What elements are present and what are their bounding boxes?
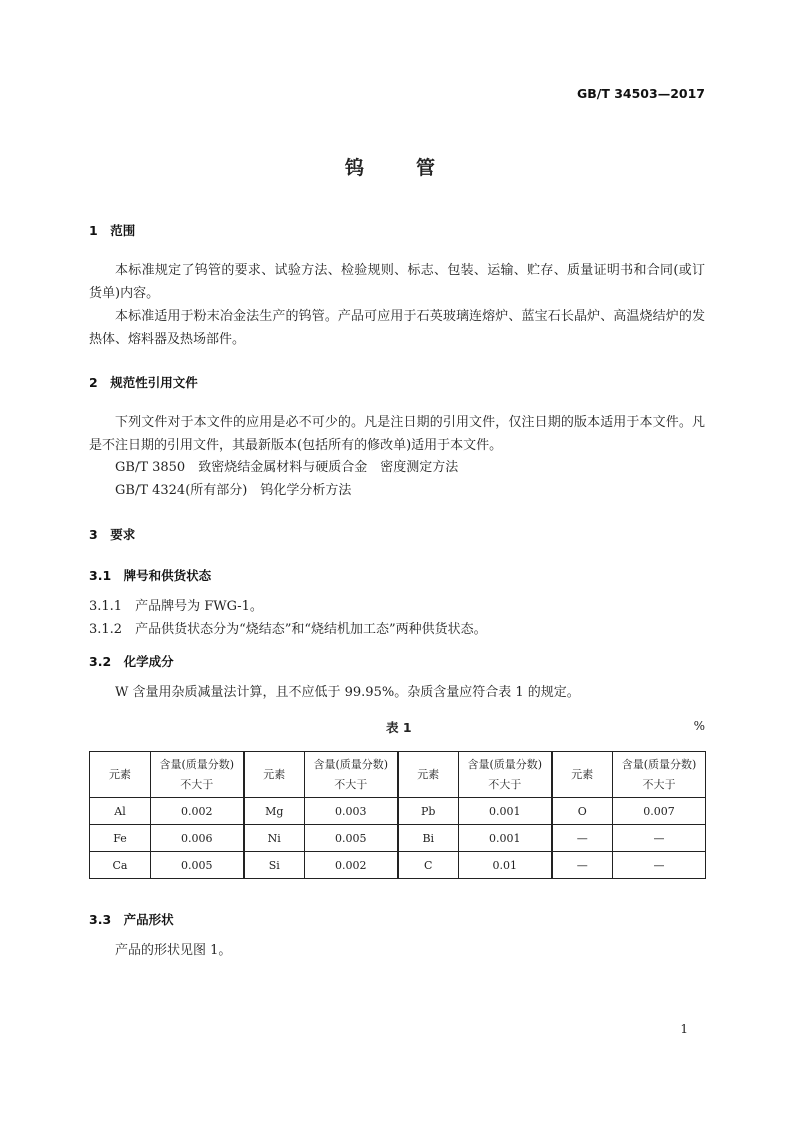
cell-element: Bi [398, 825, 459, 852]
cell-element: Ca [90, 852, 151, 879]
reference-item: GB/T 4324(所有部分) 钨化学分析方法 [115, 483, 352, 498]
header-content: 含量(质量分数) 不大于 [305, 752, 398, 798]
cell-element: — [552, 852, 613, 879]
table-row [90, 852, 706, 879]
cell-element: O [552, 798, 613, 825]
cell-value: — [613, 852, 706, 879]
table-row [90, 825, 706, 852]
cell-element: Ni [244, 825, 305, 852]
cell-element: Pb [398, 798, 459, 825]
cell-value: 0.01 [459, 852, 552, 879]
cell-value: 0.003 [305, 798, 398, 825]
cell-value: 0.002 [151, 798, 244, 825]
cell-element: C [398, 852, 459, 879]
chemical-composition-table [89, 751, 706, 879]
section-2-paragraph: 下列文件对于本文件的应用是必不可少的。凡是注日期的引用文件，仅注日期的版本适用于本文件。凡是不注日期的引用文件，其最新版本(包括所有的修改单)适用于本文件。 [89, 415, 705, 453]
header-element: 元素 [90, 752, 151, 798]
cell-value: 0.001 [459, 798, 552, 825]
cell-value: — [613, 825, 706, 852]
standard-number: GB/T 34503—2017 [576, 86, 705, 101]
section-3-1-1-item: 3.1.1 产品牌号为 FWG-1。 [89, 599, 263, 614]
cell-value: 0.007 [613, 798, 706, 825]
cell-element: Si [244, 852, 305, 879]
cell-value: 0.001 [459, 825, 552, 852]
header-element: 元素 [398, 752, 459, 798]
page-title: 钨管 [345, 157, 488, 179]
cell-value: 0.002 [305, 852, 398, 879]
section-1-heading: 1 范围 [89, 223, 136, 238]
section-3-1-2-item: 3.1.2 产品供货状态分为“烧结态”和“烧结机加工态”两种供货状态。 [89, 622, 487, 637]
table-caption: 表 1 [386, 720, 412, 735]
header-element: 元素 [244, 752, 305, 798]
section-3-3-heading: 3.3 产品形状 [89, 912, 174, 927]
table-header-row [90, 752, 706, 798]
cell-element: Mg [244, 798, 305, 825]
section-3-2-paragraph: W 含量用杂质减量法计算，且不应低于 99.95%。杂质含量应符合表 1 的规定。 [115, 685, 580, 700]
section-3-3-paragraph: 产品的形状见图 1。 [115, 943, 232, 958]
cell-element: Fe [90, 825, 151, 852]
table-unit: % [693, 719, 705, 733]
table-row [90, 798, 706, 825]
section-2-heading: 2 规范性引用文件 [89, 375, 198, 390]
section-1-paragraph-2: 本标准适用于粉末冶金法生产的钨管。产品可应用于石英玻璃连熔炉、蓝宝石长晶炉、高温烧结炉的发热体、熔料器及热场部件。 [89, 309, 705, 347]
cell-value: 0.006 [151, 825, 244, 852]
section-3-2-heading: 3.2 化学成分 [89, 654, 174, 669]
section-1-paragraph-1: 本标准规定了钨管的要求、试验方法、检验规则、标志、包装、运输、贮存、质量证明书和合同(或订货单)内容。 [89, 263, 705, 301]
page-number: 1 [680, 1022, 688, 1036]
section-3-1-heading: 3.1 牌号和供货状态 [89, 568, 212, 583]
section-3-heading: 3 要求 [89, 527, 136, 542]
header-content: 含量(质量分数) 不大于 [151, 752, 244, 798]
cell-element: Al [90, 798, 151, 825]
reference-item: GB/T 3850 致密烧结金属材料与硬质合金 密度测定方法 [115, 460, 459, 475]
cell-element: — [552, 825, 613, 852]
header-element: 元素 [552, 752, 613, 798]
cell-value: 0.005 [151, 852, 244, 879]
cell-value: 0.005 [305, 825, 398, 852]
header-content: 含量(质量分数) 不大于 [613, 752, 706, 798]
header-content: 含量(质量分数) 不大于 [459, 752, 552, 798]
